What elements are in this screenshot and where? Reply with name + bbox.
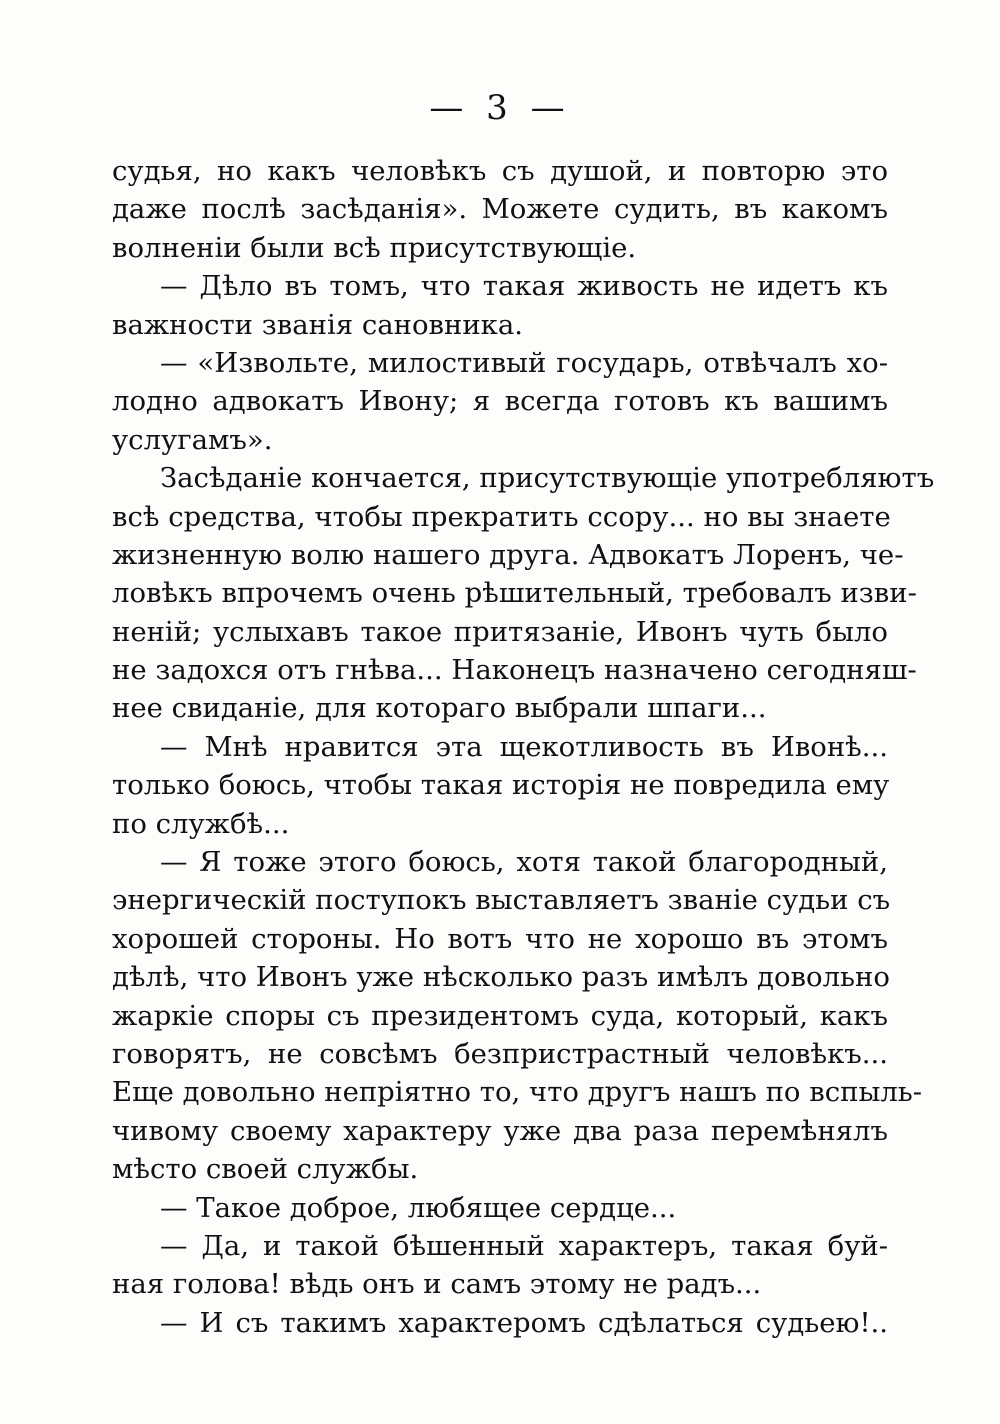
text-line: — Дѣло въ томъ, что такая живость не идетъ къ	[160, 270, 888, 303]
text-line: — «Извольте, милостивый государь, отвѣчалъ хо-	[160, 346, 888, 379]
body-text	[112, 152, 935, 1342]
text-line: — Да, и такой бѣшенный характеръ, такая буй-	[160, 1229, 888, 1262]
text-line: Засѣданіе кончается, присутствующіе употребляютъ	[160, 462, 935, 495]
text-line: говорятъ, не совсѣмъ безпристрастный человѣкъ...	[112, 1037, 888, 1070]
text-line: даже послѣ засѣданія». Можете судить, въ какомъ	[112, 193, 888, 226]
text-line: — Такое доброе, любящее сердце...	[160, 1191, 677, 1224]
text-line: — Я тоже этого боюсь, хотя такой благородный,	[160, 846, 888, 879]
text-line: лодно адвокатъ Ивону; я всегда готовъ къ вашимъ	[112, 385, 888, 418]
text-line: дѣлѣ, что Ивонъ уже нѣсколько разъ имѣлъ довольно	[112, 961, 890, 994]
text-line: жизненную волю нашего друга. Адвокатъ Лоренъ, че-	[112, 538, 904, 571]
text-line: — И съ такимъ характеромъ сдѣлаться судьею!..	[160, 1306, 888, 1339]
text-line: важности званія сановника.	[112, 308, 523, 341]
text-line: по службѣ...	[112, 807, 290, 840]
text-line: мѣсто своей службы.	[112, 1153, 419, 1186]
text-line: чивому своему характеру уже два раза перемѣнялъ	[112, 1114, 888, 1147]
text-line: энергическій поступокъ выставляетъ званіе судьи съ	[112, 884, 891, 917]
text-line: волненіи были всѣ присутствующіе.	[112, 231, 637, 264]
text-line: Еще довольно непріятно то, что другъ нашъ по вспыль-	[112, 1076, 923, 1109]
page-number: — 3 —	[429, 88, 571, 128]
text-line: услугамъ».	[112, 423, 273, 456]
text-line: только боюсь, чтобы такая исторія не повредила ему	[112, 769, 890, 802]
text-line: судья, но какъ человѣкъ съ душой, и повторю это	[112, 155, 888, 187]
text-line: хорошей стороны. Но вотъ что не хорошо въ этомъ	[112, 922, 888, 955]
text-line: — Мнѣ нравится эта щекотливость въ Ивонѣ...	[160, 730, 888, 763]
text-line: всѣ средства, чтобы прекратить ссору... но вы знаете	[112, 500, 891, 533]
text-line: нее свиданіе, для котораго выбрали шпаги...	[112, 692, 767, 725]
text-line: неній; услыхавъ такое притязаніе, Ивонъ чуть было	[112, 615, 888, 648]
text-line: ловѣкъ впрочемъ очень рѣшительный, требовалъ изви-	[112, 577, 917, 610]
text-line: не задохся отъ гнѣва... Наконецъ назначено сегодняш-	[112, 654, 917, 687]
text-line: ная голова! вѣдь онъ и самъ этому не радъ...	[112, 1268, 762, 1301]
text-line: жаркіе споры съ президентомъ суда, который, какъ	[112, 999, 888, 1032]
